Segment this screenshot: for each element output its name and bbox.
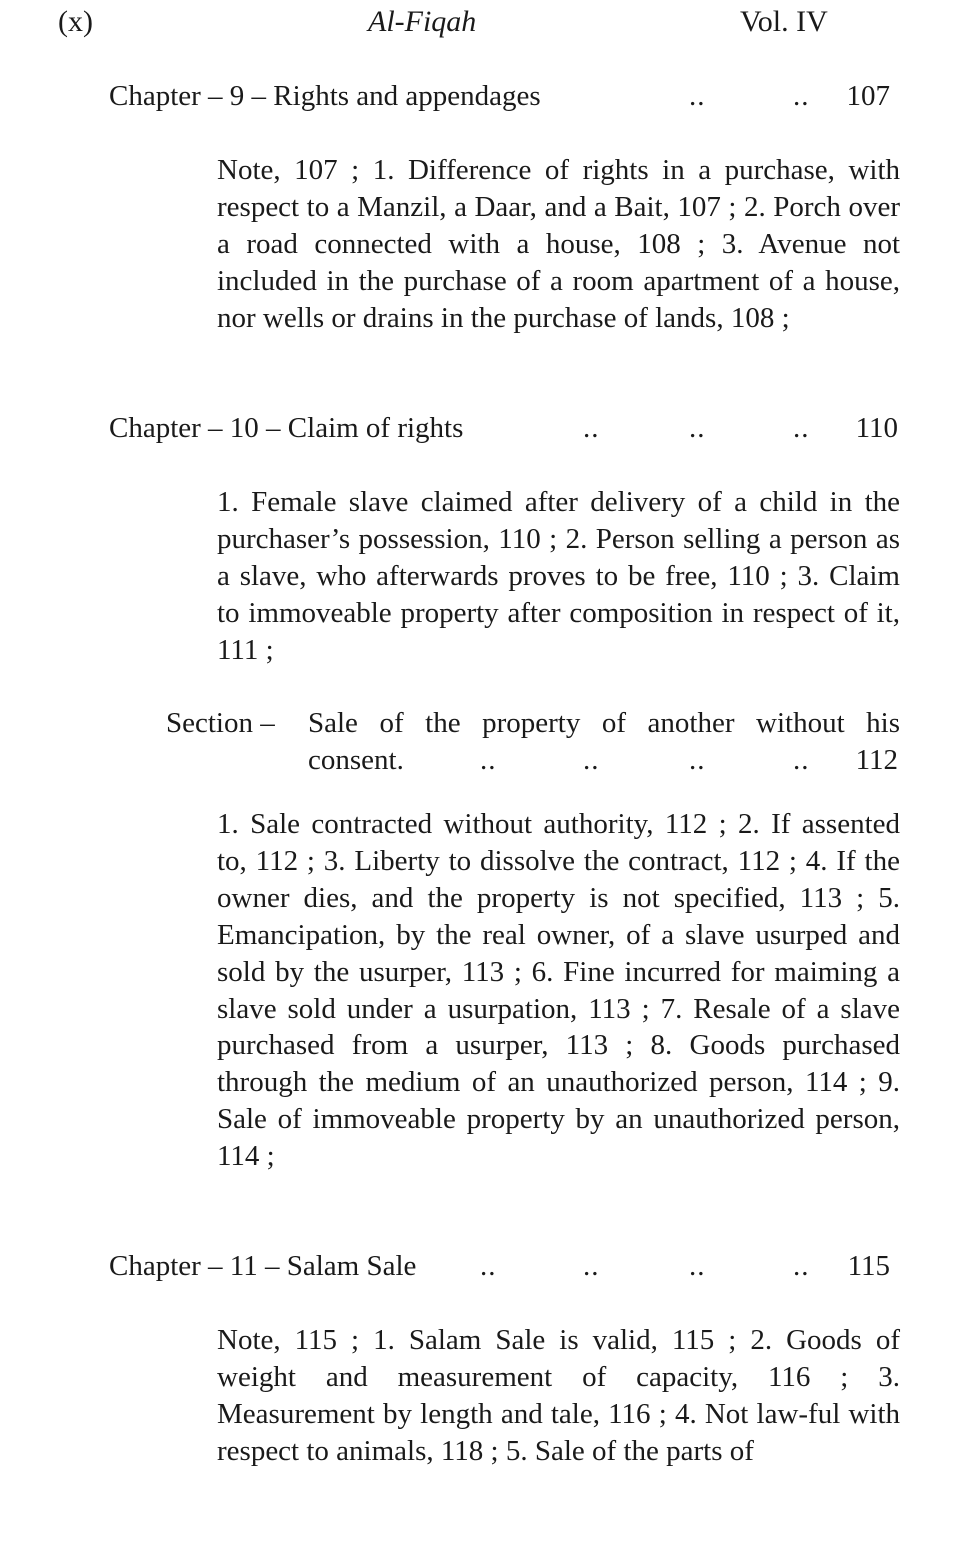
leader-dots: .. <box>689 412 706 444</box>
leader-dots: .. <box>689 1250 706 1282</box>
leader-dots: .. <box>793 80 810 112</box>
page-number: 112 <box>855 744 898 776</box>
leader-dots: .. <box>583 1250 600 1282</box>
chapter-heading: Chapter – 9 – Rights and appendages <box>109 80 541 112</box>
volume-label: Vol. IV <box>740 5 828 38</box>
leader-dots: .. <box>793 412 810 444</box>
chapter-summary: 1. Female slave claimed after delivery of a child in the purchaser’s possession, 110 ; 2. Person selling a person as a slave, who afterwards proves to be free, 110 ; 3. Claim to immoveable property after composition in respect of it, 111 ; <box>217 486 900 666</box>
leader-dots: .. <box>689 80 706 112</box>
section-label: Section – <box>166 707 275 739</box>
page-number: 107 <box>846 80 890 112</box>
page-number: 110 <box>855 412 898 444</box>
leader-dots: .. <box>583 744 600 776</box>
page-roman-numeral: (x) <box>58 5 93 38</box>
leader-dots: .. <box>583 412 600 444</box>
chapter-summary: Note, 115 ; 1. Salam Sale is valid, 115 ; 2. Goods of weight and measurement of capacity, 116 ; 3. Measurement by length and tale, 116 ; 4. Not law-ful with respect to animals, 118 ; 5. Sale of the parts of <box>217 1324 900 1467</box>
leader-dots: .. <box>689 744 706 776</box>
leader-dots: .. <box>480 1250 497 1282</box>
chapter-heading: Chapter – 11 – Salam Sale <box>109 1250 417 1282</box>
book-title: Al-Fiqah <box>368 5 477 38</box>
section-heading-continued: consent. <box>308 744 404 776</box>
leader-dots: .. <box>793 1250 810 1282</box>
section-heading: Sale of the property of another without his <box>308 707 900 739</box>
chapter-heading: Chapter – 10 – Claim of rights <box>109 412 464 444</box>
chapter-summary: Note, 107 ; 1. Difference of rights in a purchase, with respect to a Manzil, a Daar, and a Bait, 107 ; 2. Porch over a road connected with a house, 108 ; 3. Avenue not included in the purchase of a room apartment of a house, nor wells or drains in the purchase of lands, 108 ; <box>217 154 900 334</box>
leader-dots: .. <box>480 744 497 776</box>
page-number: 115 <box>847 1250 890 1282</box>
leader-dots: .. <box>793 744 810 776</box>
section-summary: 1. Sale contracted without authority, 112 ; 2. If assented to, 112 ; 3. Liberty to dissolve the contract, 112 ; 4. If the owner dies, and the property is not specified, 113 ; 5. Emancipation, by the real owner, of a slave usurped and sold by the usurper, 113 ; 6. Fine incurred for maiming a slave sold under a usurpation, 113 ; 7. Resale of a slave purchased from a usurper, 113 ; 8. Goods purchased through the medium of an unauthorized person, 114 ; 9. Sale of immoveable property by an unauthorized person, 114 ; <box>217 808 900 1173</box>
